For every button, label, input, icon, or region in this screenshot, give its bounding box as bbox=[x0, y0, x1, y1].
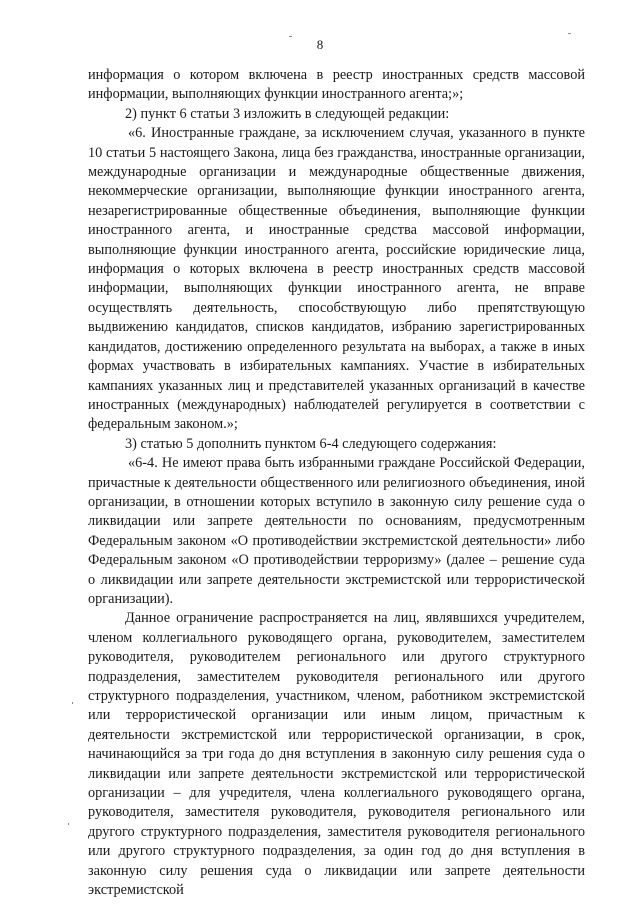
paragraph-quote-6-4: «6-4. Не имеют права быть избранными граждане Российской Федерации, причастные к деятельности общественного или религиозного объединения, иной организации, в отношении которых вступило в законную силу решение суда о ликвидации или запрете деятельности по основаниям, предусмотренным Федеральным законом «О противодействии экстремистской деятельности» либо Федеральным законом «О противодействии терроризму» (далее – решение суда о ликвидации или запрете деятельности экстремистской или террористической организации). bbox=[88, 455, 585, 607]
scan-mark bbox=[68, 823, 69, 825]
paragraph-restriction: Данное ограничение распространяется на лиц, являвшихся учредителем, членом коллегиального руководящего органа, руководителем, заместителем руководителя, руководителем регионального или другого структурного подразделения, заместителем руководителя регионального или другого структурного подразделения, участником, членом, работником экстремистской или террористической организации или иным лицом, причастным к деятельности экстремистской или террористической организации, в срок, начинающийся за три года до дня вступления в законную силу решения суда о ликвидации или запрете деятельности экстремистской или террористической организации – для учредителя, члена коллегиального руководящего органа, руководителя, заместителя руководителя, руководителя регионального или другого структурного подразделения, заместителя руководителя регионального или другого структурного подразделения, за один год до дня вступления в законную силу решения суда о ликвидации или запрете деятельности экстремистской bbox=[88, 610, 585, 899]
scan-mark bbox=[289, 36, 292, 37]
document-body bbox=[88, 66, 585, 900]
paragraph-continuation: информация о котором включена в реестр иностранных средств массовой информации, выполняющих функции иностранного агента;»; bbox=[88, 67, 585, 103]
paragraph-item-3: 3) статью 5 дополнить пунктом 6-4 следующего содержания: bbox=[125, 435, 497, 452]
page-number: 8 bbox=[316, 37, 324, 52]
scan-mark bbox=[568, 33, 571, 34]
paragraph-item-2: 2) пункт 6 статьи 3 изложить в следующей редакции: bbox=[125, 105, 450, 122]
scan-mark bbox=[72, 702, 73, 704]
paragraph-quote-6: «6. Иностранные граждане, за исключением случая, указанного в пункте 10 статьи 5 настоящего Закона, лица без гражданства, иностранные организации, международные организации и международные общественные движения, некоммерческие организации, выполняющие функции иностранного агента, незарегистрированные общественные объединения, выполняющие функции иностранного агента, и иностранные средства массовой информации, выполняющие функции иностранного агента, российские юридические лица, информация о которых включена в реестр иностранных средств массовой информации, выполняющих функции иностранного агента, не вправе осуществлять деятельность, способствующую либо препятствующую выдвижению кандидатов, списков кандидатов, избранию зарегистрированных кандидатов, достижению определенного результата на выборах, а также в иных формах участвовать в избирательных кампаниях. Участие в избирательных кампаниях указанных лиц и представителей указанных организаций в качестве иностранных (международных) наблюдателей регулируется в соответствии с федеральным законом.»; bbox=[88, 125, 585, 433]
